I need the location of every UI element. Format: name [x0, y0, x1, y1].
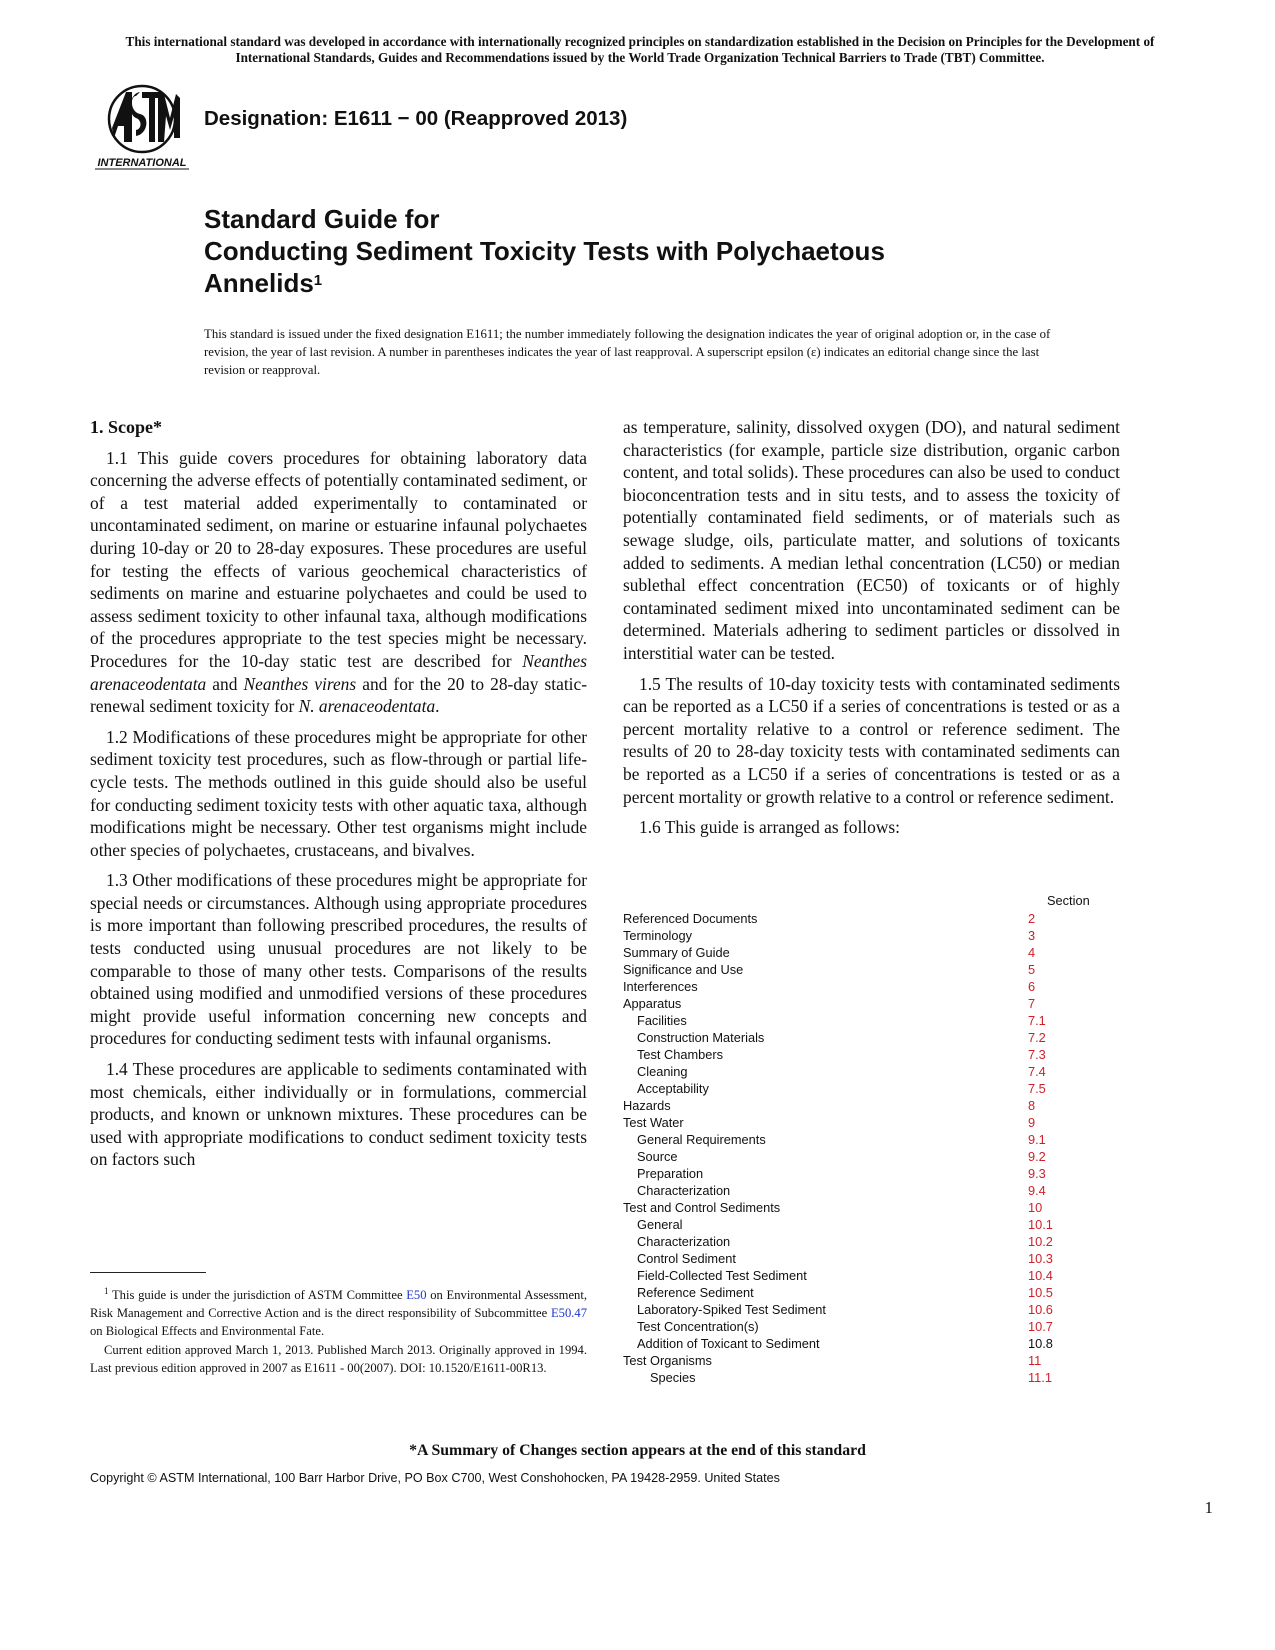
toc-row — [623, 1046, 1120, 1063]
toc-label: Test Water — [623, 1115, 684, 1131]
toc-section-link[interactable]: 8 — [1028, 1098, 1036, 1114]
toc-section-link[interactable]: 10.4 — [1028, 1268, 1053, 1284]
toc-row — [623, 1352, 1120, 1369]
toc-row — [623, 1369, 1120, 1386]
toc-section-link[interactable]: 9.2 — [1028, 1149, 1046, 1165]
toc-section-link[interactable]: 7.4 — [1028, 1064, 1046, 1080]
astm-logo — [92, 82, 192, 172]
toc-row — [623, 978, 1120, 995]
issuance-statement: This standard is issued under the fixed designation E1611; the number immediately following the designation indicates the year of original adoption or, in the case of revision, the year of last revision. A number in parentheses indicates the year of last reapproval. A superscript epsilon (ε) indicates an editorial change since the last revision or reapproval. — [204, 327, 1051, 377]
paragraph-1-3: 1.3 Other modifications of these procedures might be appropriate for special needs or circumstances. Although using appropriate procedures is more important than following prescribed procedures, the results of tests conducted using unusual procedures are not likely to be comparable to those of many other tests. Comparisons of the results obtained using modified and unmodified versions of these procedures might provide useful information concerning new concepts and procedures for conducting sediment tests with infaunal organisms. — [90, 870, 587, 1049]
toc-row — [623, 1148, 1120, 1165]
toc-label: Summary of Guide — [623, 945, 730, 961]
toc-label: Test and Control Sediments — [623, 1200, 781, 1216]
summary-of-changes-note: *A Summary of Changes section appears at the end of this standard — [409, 1442, 866, 1459]
toc-row — [623, 961, 1120, 978]
toc-section-link[interactable]: 7.2 — [1028, 1030, 1046, 1046]
committee-link[interactable]: E50 — [406, 1288, 427, 1303]
designation: Designation: E1611 − 00 (Reapproved 2013) — [204, 107, 628, 130]
toc-label: Addition of Toxicant to Sediment — [637, 1336, 820, 1352]
toc-section-link[interactable]: 6 — [1028, 979, 1036, 995]
toc-label: Apparatus — [623, 996, 682, 1012]
toc-label: Characterization — [637, 1234, 731, 1250]
toc-section-link[interactable]: 4 — [1028, 945, 1036, 961]
toc-section-link[interactable]: 9.3 — [1028, 1166, 1046, 1182]
toc-section-link[interactable]: 10.3 — [1028, 1251, 1053, 1267]
paragraph-1-2: 1.2 Modifications of these procedures might be appropriate for other sediment toxicity test procedures, such as flow-through or partial life-cycle tests. The methods outlined in this guide should also be useful for conducting sediment toxicity tests with other aquatic taxa, although modifications might be necessary. Other test organisms might include other species of polychaetes, crustaceans, and bivalves. — [90, 726, 587, 860]
toc-section-link[interactable]: 9.1 — [1028, 1132, 1046, 1148]
footnote-edition: Current edition approved March 1, 2013. Published March 2013. Originally approved in 1994. Last previous edition approved in 2007 as E1611 - 00(2007). DOI: 10.1520/E1611-00R13. — [90, 1343, 587, 1375]
copyright: Copyright © ASTM International, 100 Barr Harbor Drive, PO Box C700, West Conshohocken, PA 19428-2959. United States — [90, 1471, 780, 1485]
toc-row — [623, 1114, 1120, 1131]
toc-row — [623, 910, 1120, 927]
toc-label: Hazards — [623, 1098, 671, 1114]
toc-section-link[interactable]: 9.4 — [1028, 1183, 1046, 1199]
page-number: 1 — [1204, 1498, 1213, 1517]
toc-section-link[interactable]: 10.5 — [1028, 1285, 1053, 1301]
toc-label: General Requirements — [637, 1132, 766, 1148]
section-index — [623, 893, 1120, 1386]
toc-section-link[interactable]: 7.5 — [1028, 1081, 1046, 1097]
toc-section-link[interactable]: 2 — [1028, 911, 1036, 926]
toc-label: Test Organisms — [623, 1353, 712, 1369]
toc-row — [623, 1301, 1120, 1318]
toc-label: Cleaning — [637, 1064, 688, 1080]
document-title — [204, 203, 885, 299]
toc-label: Interferences — [623, 979, 698, 995]
toc-label: Control Sediment — [637, 1251, 736, 1267]
toc-section-link[interactable]: 7 — [1028, 996, 1036, 1012]
scope-heading: 1. Scope* — [90, 417, 162, 437]
wto-notice: This international standard was developed in accordance with internationally recognized principles on standardization established in the Decision on Principles for the Development of International Standards, Guides and Recommendations issued by the World Trade Organization Technical Barriers to Trade (TBT) Committee. — [125, 34, 1155, 65]
toc-section-link[interactable]: 10.1 — [1028, 1217, 1053, 1233]
toc-label: Acceptability — [637, 1081, 709, 1097]
toc-row — [623, 1284, 1120, 1301]
left-column — [90, 416, 587, 1179]
title-footnote-mark[interactable]: 1 — [313, 272, 323, 289]
toc-label: Species — [650, 1370, 696, 1386]
toc-row — [623, 1233, 1120, 1250]
toc-label: Test Concentration(s) — [637, 1319, 759, 1335]
toc-section-link[interactable]: 11 — [1028, 1353, 1042, 1369]
toc-label: Reference Sediment — [637, 1285, 754, 1301]
title-line-2: Conducting Sediment Toxicity Tests with Polychaetous — [204, 236, 885, 266]
toc-row — [623, 1199, 1120, 1216]
subcommittee-link[interactable]: E50.47 — [550, 1305, 587, 1320]
paragraph-1-6: 1.6 This guide is arranged as follows: — [639, 817, 900, 838]
toc-row — [623, 995, 1120, 1012]
toc-label: Construction Materials — [637, 1030, 765, 1046]
footnote — [90, 1283, 587, 1380]
toc-label: General — [637, 1217, 683, 1233]
toc-row — [623, 927, 1120, 944]
toc-label: Significance and Use — [623, 962, 744, 978]
paragraph-1-4-continued: as temperature, salinity, dissolved oxygen (DO), and natural sediment characteristics (for example, particle size distribution, organic carbon content, and total solids). These procedures can also be used to conduct bioconcentration tests and in situ tests, and to assess the toxicity of potentially contaminated field sediments, or of materials such as sewage sludge, oils, particulate matter, and solutions of toxicants added to sediments. A median lethal concentration (LC50) or median sublethal effect concentration (EC50) of toxicants or of highly contaminated sediment mixed into uncontaminated sediment can be determined. Materials adhering to sediment particles or dissolved in interstitial water can be tested. — [623, 417, 1120, 663]
toc-row — [623, 1131, 1120, 1148]
toc-row — [623, 1097, 1120, 1114]
toc-label: Preparation — [637, 1166, 704, 1182]
section-column-header: Section — [1047, 893, 1090, 908]
toc-row — [623, 1012, 1120, 1029]
title-line-3: Annelids$^1$ — [204, 268, 323, 298]
toc-label: Referenced Documents — [623, 911, 758, 926]
paragraph-1-1: 1.1 This guide covers procedures for obtaining laboratory data concerning the adverse effects of potentially contaminated sediment, or of a test material added experimentally to contaminated or uncontaminated sediment, on marine or estuarine infaunal polychaetes during 10-day or 20 to 28-day exposures. These procedures are useful for testing the effects of various geochemical characteristics of sediments on marine and estuarine polychaetes and could be used to assess sediment toxicity to other infaunal taxa, although modifications of the procedures appropriate to the test species might be necessary. Procedures for the 10-day static test are described for Neanthes arenaceodentata and Neanthes virens and for the 20 to 28-day static-renewal sediment toxicity for N. arenaceodentata. — [90, 447, 587, 717]
toc-row — [623, 944, 1120, 961]
toc-label: Laboratory-Spiked Test Sediment — [637, 1302, 826, 1318]
toc-section-link[interactable]: 9 — [1028, 1115, 1036, 1131]
toc-label: Field-Collected Test Sediment — [637, 1268, 807, 1284]
footnote-divider — [90, 1272, 206, 1273]
toc-row — [623, 1216, 1120, 1233]
toc-row — [623, 1182, 1120, 1199]
paragraph-1-4: 1.4 These procedures are applicable to sediments contaminated with most chemicals, either individually or in formulations, commercial products, and known or unknown mixtures. These procedures can be used with appropriate modifications to conduct sediment toxicity tests on factors such — [90, 1059, 587, 1170]
toc-section-link[interactable]: 10 — [1028, 1200, 1043, 1216]
toc-row — [623, 1029, 1120, 1046]
toc-section-link[interactable]: 7.1 — [1028, 1013, 1046, 1029]
toc-section-link[interactable]: 10.7 — [1028, 1319, 1053, 1335]
toc-row — [623, 1250, 1120, 1267]
toc-section-link[interactable]: 7.3 — [1028, 1047, 1046, 1063]
right-column — [623, 416, 1120, 847]
title-line-1: Standard Guide for — [204, 204, 440, 234]
toc-section-link: 10.8 — [1028, 1336, 1053, 1352]
toc-row — [623, 1335, 1120, 1352]
svg-text:INTERNATIONAL: INTERNATIONAL — [97, 157, 187, 169]
toc-row — [623, 1080, 1120, 1097]
toc-section-link[interactable]: 5 — [1028, 962, 1036, 978]
toc-row — [623, 1063, 1120, 1080]
toc-row — [623, 1165, 1120, 1182]
toc-label: Source — [637, 1149, 678, 1165]
toc-section-link[interactable]: 10.2 — [1028, 1234, 1053, 1250]
toc-label: Terminology — [623, 928, 692, 944]
toc-label: Test Chambers — [637, 1047, 724, 1063]
footnote-jurisdiction: $^1$ This guide is under the jurisdiction of ASTM Committee E50 on Environmental Assessment, Risk Management and Corrective Action and is the direct responsibility of Subcommittee E50.47 on Biological Effects and Environmental Fate. — [90, 1286, 587, 1338]
toc-section-link[interactable]: 3 — [1028, 928, 1036, 944]
toc-label: Facilities — [637, 1013, 687, 1029]
toc-label: Characterization — [637, 1183, 731, 1199]
toc-row — [623, 1267, 1120, 1284]
toc-row — [623, 1318, 1120, 1335]
paragraph-1-5: 1.5 The results of 10-day toxicity tests with contaminated sediments can be reported as a LC50 if a series of concentrations is tested or as a percent mortality relative to a control or reference sediment. The results of 20 to 28-day toxicity tests with contaminated sediments can be reported as a LC50 if a series of concentrations is tested or as a percent mortality or growth relative to a control or reference sediment. — [623, 673, 1120, 807]
toc-section-link[interactable]: 10.6 — [1028, 1302, 1053, 1318]
toc-section-link[interactable]: 11.1 — [1028, 1370, 1052, 1386]
